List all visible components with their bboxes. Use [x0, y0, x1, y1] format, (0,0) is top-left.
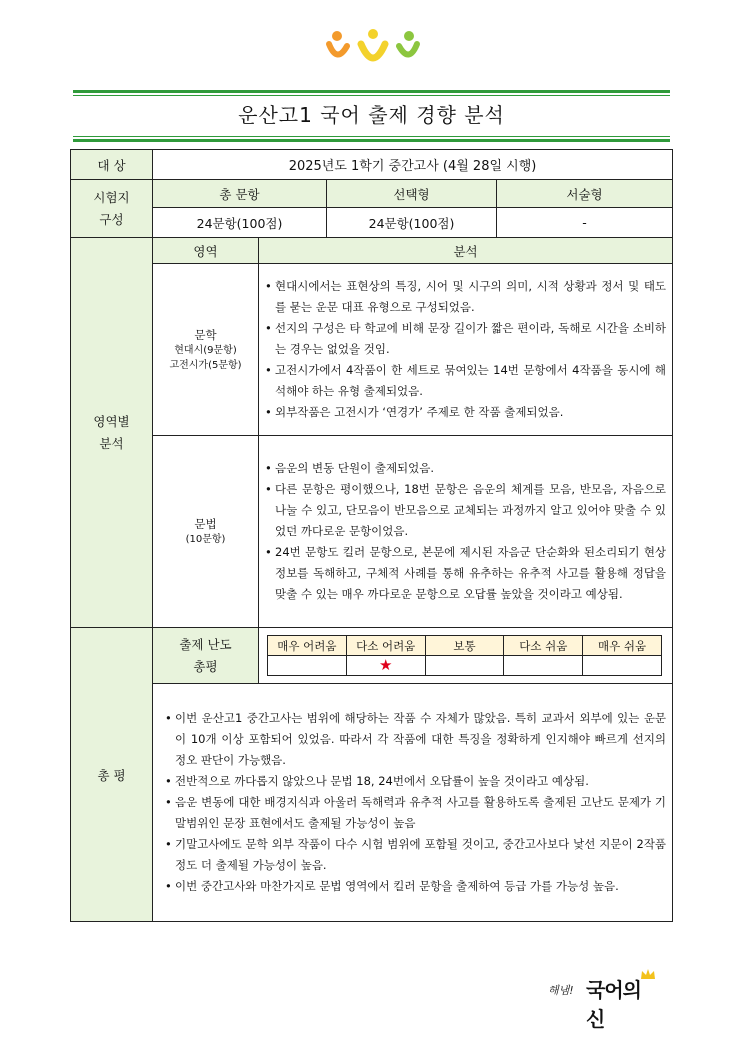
- list-item: • 고전시가에서 4작품이 한 세트로 묶여있는 14번 문항에서 4작품을 동시에 해석해야 하는 유형 출제되었음.: [275, 360, 666, 402]
- list-item: • 음운 변동에 대한 배경지식과 아울러 독해력과 유추적 사고를 활용하도록 출제된 고난도 문제가 기말범위인 문장 표현에서도 출제될 가능성이 높음: [175, 792, 666, 834]
- total-value: 24문항(100점): [153, 208, 327, 238]
- analysis-label-line2: 분석: [99, 435, 124, 451]
- level-somewhat-hard: 다소 어려움: [346, 636, 425, 656]
- list-item: • 기말고사에도 문학 외부 작품이 다수 시험 범위에 포함될 것이고, 중간고사보다 낯선 지문이 2작품 정도 더 출제될 가능성이 높음.: [175, 834, 666, 876]
- title-rule-top-thin: [73, 95, 670, 96]
- analysis-label-line1: 영역별: [93, 413, 130, 429]
- grammar-area: [153, 436, 259, 628]
- logo-icon: [323, 28, 423, 72]
- literature-sub-classic: 고전시가(5문항): [169, 359, 242, 371]
- target-value: 2025년도 1학기 중간고사 (4월 28일 시행): [153, 150, 673, 180]
- col-choice-header: 선택형: [327, 180, 497, 208]
- brand-small-text: 해냄!: [548, 984, 574, 997]
- list-item: • 외부작품은 고전시가 ‘연경가’ 주제로 한 작품 출제되었음.: [275, 402, 666, 423]
- composition-label: [71, 180, 153, 238]
- summary-content: [153, 684, 673, 922]
- grammar-analysis: [259, 436, 673, 628]
- title-rule-bottom: [73, 139, 670, 142]
- analysis-header: 분석: [259, 238, 673, 264]
- difficulty-label: [153, 628, 259, 684]
- literature-analysis: [259, 264, 673, 436]
- list-item: • 이번 중간고사와 마찬가지로 문법 영역에서 킬러 문항을 출제하여 등급 가를 가능성 높음.: [175, 876, 666, 897]
- summary-label: 총 평: [71, 628, 153, 922]
- mark-somewhat-easy: [504, 656, 583, 676]
- list-item: • 음운의 변동 단원이 출제되었음.: [275, 458, 666, 479]
- target-label: 대 상: [71, 150, 153, 180]
- level-very-easy: 매우 쉬움: [583, 636, 662, 656]
- grammar-title: 문법: [194, 517, 217, 531]
- literature-sub-modern: 현대시(9문항): [174, 344, 237, 356]
- list-item: • 전반적으로 까다롭지 않았으나 문법 18, 24번에서 오답률이 높을 것이라고 예상됨.: [175, 771, 666, 792]
- col-total-header: 총 문항: [153, 180, 327, 208]
- composition-label-line2: 구성: [99, 211, 124, 227]
- mark-very-hard: [268, 656, 347, 676]
- title-rule-top: [73, 90, 670, 93]
- brand-name: 국어의신: [586, 978, 641, 1031]
- essay-value: -: [497, 208, 673, 238]
- literature-title: 문학: [194, 327, 217, 342]
- level-normal: 보통: [425, 636, 504, 656]
- title-rule-bottom-thin: [73, 136, 670, 137]
- mark-very-easy: [583, 656, 662, 676]
- list-item: • 선지의 구성은 타 학교에 비해 문장 길이가 짧은 편이라, 독해로 시간을 소비하는 경우는 없었을 것임.: [275, 318, 666, 360]
- difficulty-label-line1: 출제 난도: [179, 636, 232, 652]
- mark-somewhat-hard: [346, 656, 425, 676]
- list-item: • 24번 문항도 킬러 문항으로, 본문에 제시된 자음군 단순화와 된소리되기 현상 정보를 독해하고, 구체적 사례를 통해 유추하는 유추적 사고를 활용해 정답을 맞출 수 있는 매우 까다로운 문항으로 오답률 높았을 것이라고 예상됨.: [275, 542, 666, 605]
- crown-icon: [640, 968, 656, 980]
- difficulty-scale: [259, 628, 673, 684]
- choice-value: 24문항(100점): [327, 208, 497, 238]
- list-item: • 현대시에서는 표현상의 특징, 시어 및 시구의 의미, 시적 상황과 정서 및 태도를 묻는 운문 대표 유형으로 구성되었음.: [275, 276, 666, 318]
- col-essay-header: 서술형: [497, 180, 673, 208]
- list-item: • 다른 문항은 평이했으나, 18번 문항은 음운의 체계를 모음, 반모음, 자음으로 나눌 수 있고, 단모음이 반모음으로 교체되는 과정까지 알고 있어야 맞출 수 있었던 까다로운 문항이었음.: [275, 479, 666, 542]
- difficulty-label-line2: 총평: [193, 658, 218, 674]
- analysis-label: [71, 238, 153, 628]
- literature-area: [153, 264, 259, 436]
- brand-logo: [548, 968, 658, 1031]
- analysis-table: [70, 149, 673, 922]
- mark-normal: [425, 656, 504, 676]
- difficulty-table: [267, 635, 662, 676]
- level-somewhat-easy: 다소 쉬움: [504, 636, 583, 656]
- grammar-sub: (10문항): [185, 534, 226, 545]
- composition-label-line1: 시험지: [93, 189, 130, 205]
- star-icon: ★: [378, 656, 393, 674]
- list-item: • 이번 운산고1 중간고사는 범위에 해당하는 작품 수 자체가 많았음. 특히 교과서 외부에 있는 운문이 10개 이상 포함되어 있었음. 따라서 각 작품에 대한 특징을 정확하게 인지해야 빠르게 선지의 정오 판단이 가능했음.: [175, 708, 666, 771]
- page-title: 운산고1 국어 출제 경향 분석: [238, 103, 505, 127]
- level-very-hard: 매우 어려움: [268, 636, 347, 656]
- area-header: 영역: [153, 238, 259, 264]
